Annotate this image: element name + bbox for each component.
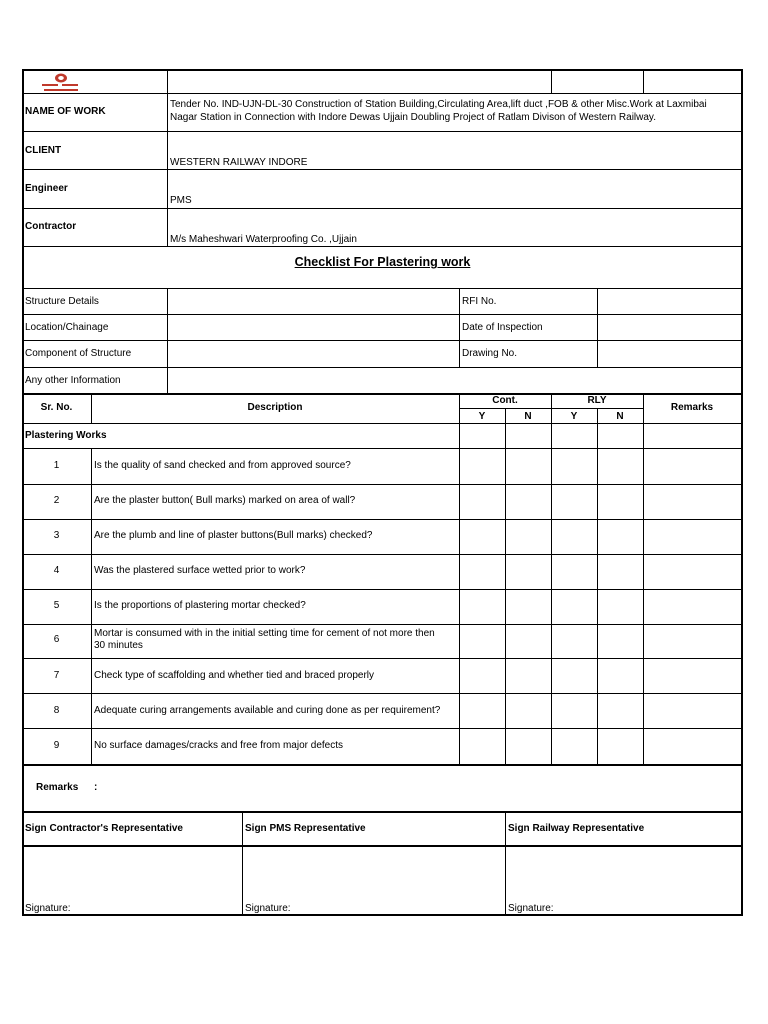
signature-pms: Signature: bbox=[245, 903, 291, 914]
engineer-label: Engineer bbox=[25, 183, 68, 194]
rule bbox=[167, 288, 168, 393]
row-number: 8 bbox=[53, 705, 60, 716]
name-of-work-label: NAME OF WORK bbox=[25, 106, 106, 117]
drawing-no-label: Drawing No. bbox=[462, 348, 518, 359]
rule bbox=[597, 408, 598, 764]
rule bbox=[22, 246, 743, 247]
rfi-no-label: RFI No. bbox=[462, 296, 497, 307]
name-of-work-line2: Nagar Station in Connection with Indore Dewas Ujjain Doubling Project of Ratlam Divison of Western Railway. bbox=[170, 112, 656, 123]
row-number: 7 bbox=[53, 670, 60, 681]
row-description: Is the quality of sand checked and from approved source? bbox=[94, 460, 351, 471]
rly-header: RLY bbox=[587, 395, 607, 406]
contractor-value: M/s Maheshwari Waterproofing Co. ,Ujjain bbox=[170, 234, 357, 245]
rule bbox=[505, 408, 506, 764]
rule bbox=[22, 658, 743, 659]
component-label: Component of Structure bbox=[25, 348, 132, 359]
rule bbox=[643, 69, 644, 93]
date-of-inspection-label: Date of Inspection bbox=[462, 322, 543, 333]
sign-pms-label: Sign PMS Representative bbox=[245, 823, 366, 834]
rule bbox=[22, 845, 743, 847]
sign-contractor-label: Sign Contractor's Representative bbox=[25, 823, 183, 834]
rule bbox=[741, 69, 743, 916]
row-number: 5 bbox=[53, 600, 60, 611]
rule bbox=[22, 131, 743, 132]
signature-railway: Signature: bbox=[508, 903, 554, 914]
rule bbox=[22, 208, 743, 209]
rule bbox=[22, 169, 743, 170]
rule bbox=[505, 811, 506, 916]
rule bbox=[551, 69, 552, 93]
description-header: Description bbox=[247, 402, 303, 413]
rly-y-header: Y bbox=[570, 411, 578, 422]
row-description: No surface damages/cracks and free from major defects bbox=[94, 740, 343, 751]
remarks-label: Remarks bbox=[36, 782, 79, 793]
row-number: 3 bbox=[53, 530, 60, 541]
rule bbox=[551, 393, 552, 764]
client-value: WESTERN RAILWAY INDORE bbox=[170, 157, 308, 168]
row-description: Are the plaster button( Bull marks) marked on area of wall? bbox=[94, 495, 356, 506]
sign-railway-label: Sign Railway Representative bbox=[508, 823, 645, 834]
contractor-label: Contractor bbox=[25, 221, 77, 232]
rule bbox=[22, 693, 743, 694]
row-number: 2 bbox=[53, 495, 60, 506]
rule bbox=[22, 728, 743, 729]
row-number: 4 bbox=[53, 565, 60, 576]
rule bbox=[22, 914, 743, 916]
location-label: Location/Chainage bbox=[25, 322, 109, 333]
row-number: 9 bbox=[53, 740, 60, 751]
rule bbox=[22, 519, 743, 520]
rule bbox=[22, 288, 743, 289]
remarks-colon: : bbox=[94, 782, 98, 793]
engineer-value: PMS bbox=[170, 195, 192, 206]
rule bbox=[22, 340, 743, 341]
page-title: Checklist For Plastering work bbox=[294, 255, 471, 269]
row-description-continued: 30 minutes bbox=[94, 640, 143, 651]
row-description: Check type of scaffolding and whether tied and braced properly bbox=[94, 670, 374, 681]
rule bbox=[22, 448, 743, 449]
sr-no-header: Sr. No. bbox=[40, 402, 73, 413]
rule bbox=[22, 423, 743, 424]
row-description: Are the plumb and line of plaster buttons(Bull marks) checked? bbox=[94, 530, 373, 541]
remarks-header: Remarks bbox=[670, 402, 714, 413]
row-number: 1 bbox=[53, 460, 60, 471]
rule bbox=[22, 93, 743, 94]
row-description: Mortar is consumed with in the initial setting time for cement of not more then bbox=[94, 628, 435, 639]
rule bbox=[22, 69, 24, 916]
rule bbox=[22, 624, 743, 625]
rule bbox=[643, 393, 644, 764]
signature-contractor: Signature: bbox=[25, 903, 71, 914]
rule bbox=[459, 288, 460, 367]
rule bbox=[167, 69, 168, 246]
rule bbox=[597, 288, 598, 367]
row-description: Is the proportions of plastering mortar checked? bbox=[94, 600, 306, 611]
cont-header: Cont. bbox=[492, 395, 518, 406]
rule bbox=[22, 314, 743, 315]
rule bbox=[22, 69, 743, 71]
name-of-work-line1: Tender No. IND-UJN-DL-30 Construction of Station Building,Circulating Area,lift duct ,FOB & other Misc.Work at Laxmibai bbox=[170, 99, 707, 110]
rule bbox=[22, 554, 743, 555]
row-description: Adequate curing arrangements available and curing done as per requirement? bbox=[94, 705, 441, 716]
other-info-label: Any other Information bbox=[25, 375, 121, 386]
row-description: Was the plastered surface wetted prior to work? bbox=[94, 565, 306, 576]
structure-details-label: Structure Details bbox=[25, 296, 99, 307]
rule bbox=[22, 811, 743, 813]
row-number: 6 bbox=[53, 634, 60, 645]
section-heading: Plastering Works bbox=[25, 430, 107, 441]
cont-y-header: Y bbox=[478, 411, 486, 422]
rule bbox=[459, 393, 460, 764]
rule bbox=[22, 367, 743, 368]
rly-n-header: N bbox=[616, 411, 624, 422]
rule bbox=[22, 764, 743, 766]
rule bbox=[22, 589, 743, 590]
cont-n-header: N bbox=[524, 411, 532, 422]
rule bbox=[242, 811, 243, 916]
client-label: CLIENT bbox=[25, 145, 62, 156]
rule bbox=[91, 448, 92, 764]
rule bbox=[22, 484, 743, 485]
